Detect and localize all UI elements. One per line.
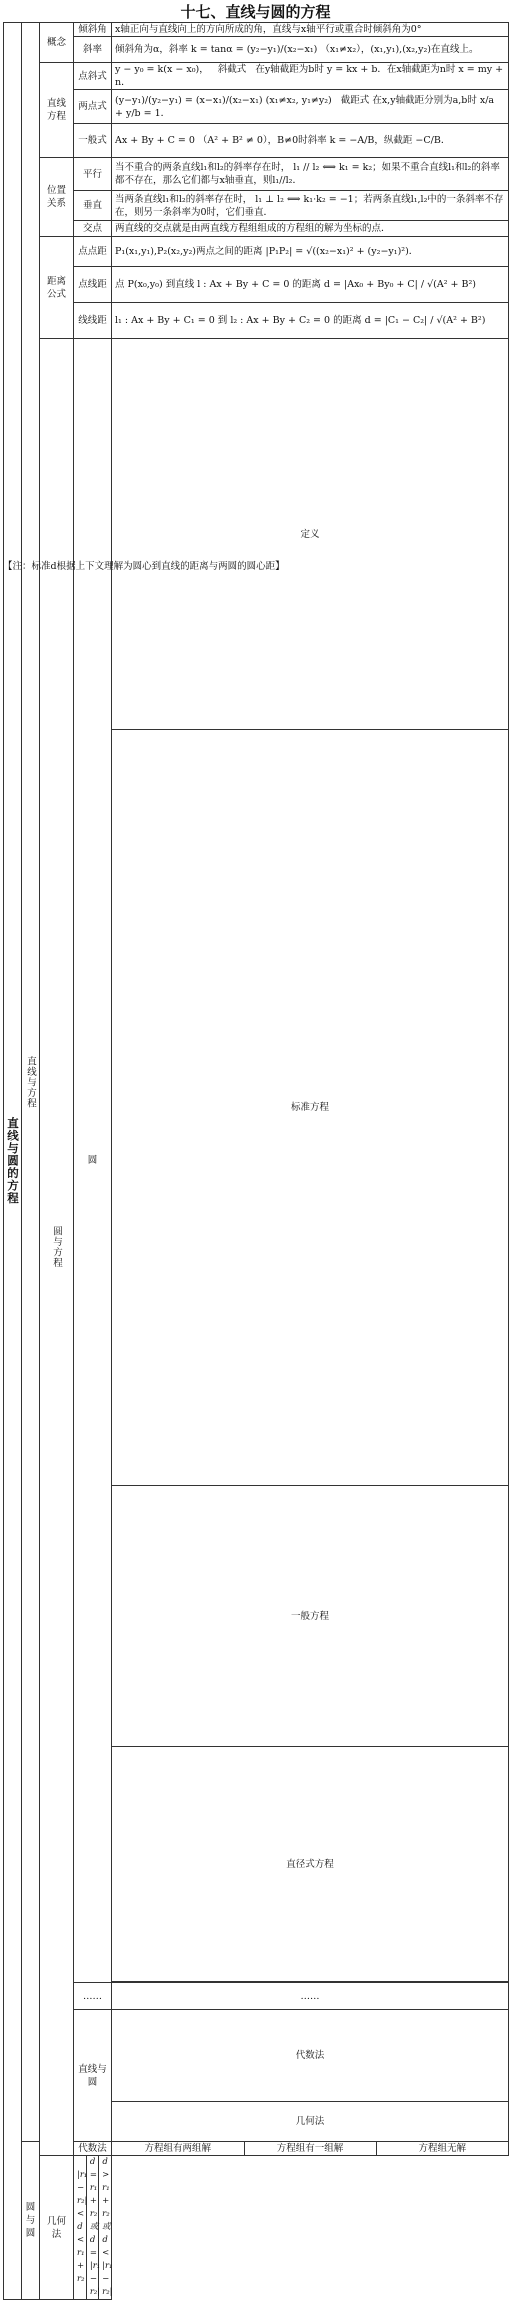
pp-label: 点点距: [74, 237, 112, 267]
angle-text: x轴正向与直线向上的方向所成的角，直线与x轴平行或重合时倾斜角为0°: [112, 23, 509, 37]
circle-section: 圆与方程: [40, 339, 74, 2156]
cc-geo-1: d = r₁ + r₂ 或 d = |r₁ − r₂|: [86, 2156, 98, 2299]
cc-geo-2: d > r₁ + r₂ 或 d < |r₁ − r₂|: [102, 2157, 113, 2297]
axis-intercept-label: 截距式: [340, 94, 370, 106]
slope-label: 斜率: [74, 37, 112, 63]
cc-alg-label: 代数法: [74, 2142, 112, 2156]
diam-label: 直径式方程: [112, 1747, 509, 1982]
perpendicular-text: 当两条直线l₁和l₂的斜率存在时， l₁ ⊥ l₂ ⟺ k₁·k₂ = −1；若两条直线l₁,l₂中的一条斜率不存在，则另一条斜率为0时，它们垂直．: [112, 191, 509, 221]
cc-geo-label: 几何法: [40, 2156, 74, 2300]
cc-alg-1: 方程组有一组解: [244, 2142, 376, 2155]
circle-label: 圆: [74, 339, 112, 1983]
ll-label: 线线距: [74, 303, 112, 339]
angle-label: 倾斜角: [74, 23, 112, 37]
distance-label: 距离公式: [40, 237, 74, 339]
footnote: 【注：标准d根据上下文理解为圆心到直线的距离与两圆的圆心距】: [3, 561, 285, 572]
line-section: 直线与方程: [22, 23, 40, 2142]
lc-geo-label: 几何法: [112, 2102, 509, 2142]
concept-label: 概念: [40, 23, 74, 63]
page-title: 十七、直线与圆的方程: [180, 3, 331, 21]
dots-left: ……: [74, 1983, 112, 2010]
axis-intercept-text: 在x,y轴截距分别为a,b时 x/a + y/b = 1．: [115, 94, 495, 119]
general-formula: Ax + By + C = 0 （A² + B² ≠ 0），B≠0时斜率 k = −A/B，纵截距 −C/B．: [112, 124, 509, 158]
pl-label: 点线距: [74, 267, 112, 303]
line-circle-label: 直线与圆: [74, 2010, 112, 2142]
intersection-label: 交点: [74, 221, 112, 237]
general-label: 一般式: [74, 124, 112, 158]
std-label: 标准方程: [112, 730, 509, 1486]
two-point-label: 两点式: [74, 90, 112, 124]
dots-right: ……: [112, 1983, 509, 2010]
circle-circle-label: 圆与圆: [22, 2142, 40, 2300]
two-point-formula: (y−y₁)/(y₂−y₁) = (x−x₁)/(x₂−x₁) (x₁≠x₂, y₁≠y₂): [115, 94, 332, 106]
position-label: 位置关系: [40, 158, 74, 237]
line-eq-label: 直线方程: [40, 63, 74, 158]
intercept-label: 斜截式: [217, 64, 247, 75]
pp-text: P₁(x₁,y₁),P₂(x₂,y₂)两点之间的距离 |P₁P₂| = √((x₂−x₁)² + (y₂−y₁)²)．: [112, 237, 509, 267]
pl-text: 点 P(x₀,y₀) 到直线 l : Ax + By + C = 0 的距离 d = |Ax₀ + By₀ + C| / √(A² + B²): [112, 267, 509, 303]
def-label: 定义: [112, 339, 509, 730]
intersection-text: 两直线的交点就是由两直线方程组组成的方程组的解为坐标的点．: [112, 221, 509, 237]
intercept-text: 在y轴截距为b时 y = kx + b．在x轴截距为n时 x = my + n．: [115, 64, 504, 88]
parallel-text: 当不重合的两条直线l₁和l₂的斜率存在时， l₁ // l₂ ⟺ k₁ = k₂；如果不重合直线l₁和l₂的斜率都不存在，那么它们都与x轴垂直，则l₁//l₂．: [112, 158, 509, 191]
gen-label: 一般方程: [112, 1486, 509, 1747]
cc-geo-0: |r₁ − r₂| < d < r₁ + r₂: [74, 2156, 86, 2299]
parallel-label: 平行: [74, 158, 112, 191]
perpendicular-label: 垂直: [74, 191, 112, 221]
cc-alg-0: 方程组有两组解: [112, 2142, 244, 2155]
point-slope-formula: y − y₀ = k(x − x₀)，: [115, 64, 209, 75]
point-slope-label: 点斜式: [74, 63, 112, 90]
ll-text: l₁ : Ax + By + C₁ = 0 到 l₂ : Ax + By + C₂ = 0 的距离 d = |C₁ − C₂| / √(A² + B²): [112, 303, 509, 339]
cc-alg-2: 方程组无解: [418, 2143, 466, 2154]
main-category: 直线与圆的方程: [4, 23, 22, 2300]
slope-text: 倾斜角为α，斜率 k = tanα = (y₂−y₁)/(x₂−x₁) （x₁≠x₂），(x₁,y₁),(x₂,y₂)在直线上。: [112, 37, 509, 63]
formula-table: [3, 22, 509, 2300]
lc-alg-label: 代数法: [112, 2010, 509, 2102]
